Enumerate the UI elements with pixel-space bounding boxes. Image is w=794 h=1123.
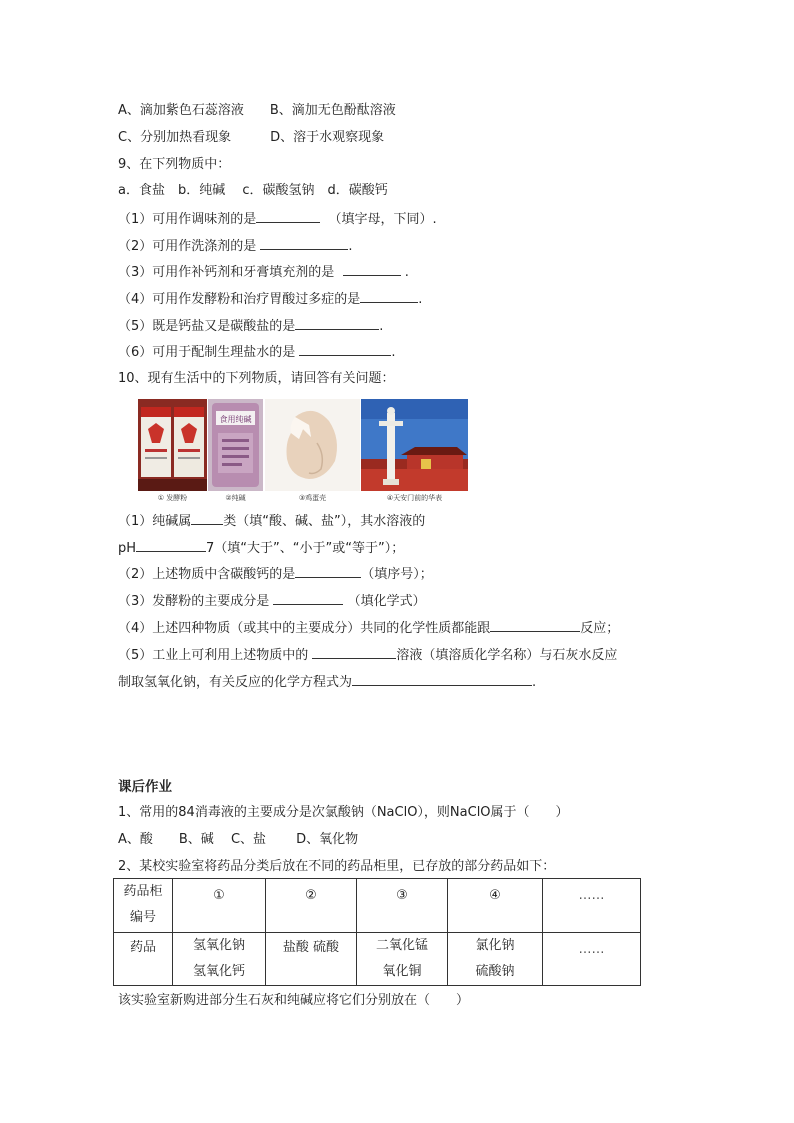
q10-sub-4 (118, 617, 619, 637)
q9-sub-1-note: （填字母，下同）. (328, 212, 437, 227)
q9-sub-5-end: . (379, 319, 384, 334)
q9-sub-2-text: （2）可用作洗涤剂的是 (118, 239, 257, 254)
q10-sub-2 (118, 563, 433, 583)
photo-eggshell (265, 399, 360, 503)
table-row (114, 932, 641, 986)
q9-sub-4 (118, 288, 422, 308)
q10-sub-2-note: （填序号）； (361, 567, 433, 582)
q10-sub-1a (118, 510, 425, 530)
caption-3: ③鸡蛋壳 (298, 494, 327, 502)
q10-photo-strip (138, 399, 468, 503)
table-row (114, 879, 641, 933)
homework-q1-options: A、酸 B、碱 C、盐 D、氧化物 (118, 832, 359, 847)
q9-sub-5-text: （5）既是钙盐又是碳酸盐的是 (118, 319, 296, 334)
huabiao-image (361, 399, 468, 491)
photo-huabiao (361, 399, 468, 503)
q10-sub-3 (118, 590, 426, 610)
q8-options-ab: A、滴加紫色石蕊溶液 B、滴加无色酚酞溶液 (118, 103, 396, 118)
drug-item: 氯化钠 (475, 937, 515, 953)
q9-sub-5 (118, 315, 383, 335)
drug-item: 氢氧化钙 (192, 963, 245, 979)
drug-item: 氢氧化钠 (192, 937, 245, 953)
bag-label: 食用纯碱 (219, 415, 252, 424)
answer-blank[interactable] (312, 644, 396, 659)
q10-sub-5b-end: . (532, 675, 537, 690)
soda-ash-bag-image (208, 399, 263, 491)
q10-sub-5b-text: 制取氢氧化钠，有关反应的化学方程式为 (118, 675, 353, 690)
homework-q2-question: 该实验室新购进部分生石灰和纯碱应将它们分别放在（ ） (118, 993, 470, 1008)
q10-sub-4-text: （4）上述四种物质（或其中的主要成分）共同的化学性质都能跟 (118, 621, 491, 636)
q10-sub-1a-text: （1）纯碱属 (118, 514, 192, 529)
answer-blank[interactable] (260, 235, 348, 250)
answer-blank[interactable] (295, 563, 361, 578)
q8-options-cd: C、分别加热看现象 D、溶于水观察现象 (118, 130, 385, 145)
answer-blank[interactable] (360, 288, 418, 303)
drugs-cabinet-2: 盐酸 硫酸 (266, 932, 357, 986)
q10-sub-5-note: 溶液（填溶质化学名称）与石灰水反应 (396, 648, 618, 663)
q10-sub-1b-note: 7（填“大于”、“小于”或“等于”）； (206, 541, 405, 556)
answer-blank[interactable] (295, 315, 379, 330)
q10-sub-1a-note: 类（填“酸、碱、盐”），其水溶液的 (223, 514, 426, 529)
drug-item: 硫酸钠 (475, 963, 515, 979)
q9-sub-3-end: . (404, 265, 409, 280)
drugs-cabinet-4 (448, 932, 543, 986)
q10-sub-3-text: （3）发酵粉的主要成分是 (118, 594, 270, 609)
q9-sub-2-end: . (348, 239, 353, 254)
q10-sub-4-note: 反应； (580, 621, 620, 636)
q10-sub-1b-text: pH (118, 541, 137, 556)
drug-item: 二氧化锰 (375, 937, 428, 953)
answer-blank[interactable] (299, 341, 391, 356)
answer-blank[interactable] (191, 510, 223, 525)
answer-blank[interactable] (343, 261, 401, 276)
cabinet-number-4: ④ (448, 879, 543, 933)
header-drugs: 药品 (114, 932, 173, 986)
q10-sub-5b (118, 671, 536, 691)
answer-blank[interactable] (256, 208, 320, 223)
q9-choices: a．食盐 b．纯碱 c．碳酸氢钠 d．碳酸钙 (118, 183, 388, 198)
homework-q2: 2、某校实验室将药品分类后放在不同的药品柜里，已存放的部分药品如下： (118, 859, 556, 874)
baking-powder-image (138, 399, 207, 491)
cabinet-number-1: ① (173, 879, 266, 933)
header-text-line-1: 药品柜 (123, 884, 163, 900)
answer-blank[interactable] (273, 590, 343, 605)
caption-1: ① 发酵粉 (157, 494, 188, 502)
q9-sub-4-text: （4）可用作发酵粉和治疗胃酸过多症的是 (118, 292, 361, 307)
cabinet-number-more: …… (543, 879, 641, 933)
q10-sub-5 (118, 644, 617, 664)
q10-sub-3-note: （填化学式） (347, 594, 426, 609)
q9-sub-2 (118, 235, 353, 255)
drugs-cabinet-more: …… (543, 932, 641, 986)
q10-sub-5-text: （5）工业上可利用上述物质中的 (118, 648, 309, 663)
q10-sub-2-text: （2）上述物质中含碳酸钙的是 (118, 567, 296, 582)
drug-item: 氧化铜 (382, 963, 422, 979)
q9-sub-6-text: （6）可用于配制生理盐水的是 (118, 345, 296, 360)
q9-sub-6-end: . (391, 345, 396, 360)
q9-sub-1-text: （1）可用作调味剂的是 (118, 212, 257, 227)
cabinet-number-3: ③ (357, 879, 448, 933)
q9-sub-3 (118, 261, 409, 281)
caption-2: ②纯碱 (225, 494, 246, 502)
q9-sub-6 (118, 341, 396, 361)
homework-title: 课后作业 (118, 779, 172, 795)
caption-4: ④天安门前的华表 (386, 494, 443, 502)
cabinet-number-2: ② (266, 879, 357, 933)
drugs-cabinet-1 (173, 932, 266, 986)
q10-sub-1b (118, 537, 404, 557)
answer-blank[interactable] (352, 671, 532, 686)
q9-sub-3-text: （3）可用作补钙剂和牙膏填充剂的是 (118, 265, 335, 280)
header-cabinet-number (114, 879, 173, 933)
q9-stem: 9、在下列物质中： (118, 157, 231, 172)
photo-soda-ash (208, 399, 263, 503)
homework-q1: 1、常用的84消毒液的主要成分是次氯酸钠（NaClO），则NaClO属于（ ） (118, 805, 569, 820)
q10-stem: 10、现有生活中的下列物质，请回答有关问题： (118, 371, 395, 386)
photo-baking-powder (138, 399, 207, 503)
answer-blank[interactable] (490, 617, 580, 632)
q9-sub-1 (118, 208, 437, 228)
answer-blank[interactable] (136, 537, 206, 552)
drugs-cabinet-3 (357, 932, 448, 986)
drug-cabinet-table (113, 878, 641, 986)
eggshell-image (265, 399, 360, 491)
header-text-line-2: 编号 (129, 910, 156, 926)
q9-sub-4-end: . (418, 292, 423, 307)
